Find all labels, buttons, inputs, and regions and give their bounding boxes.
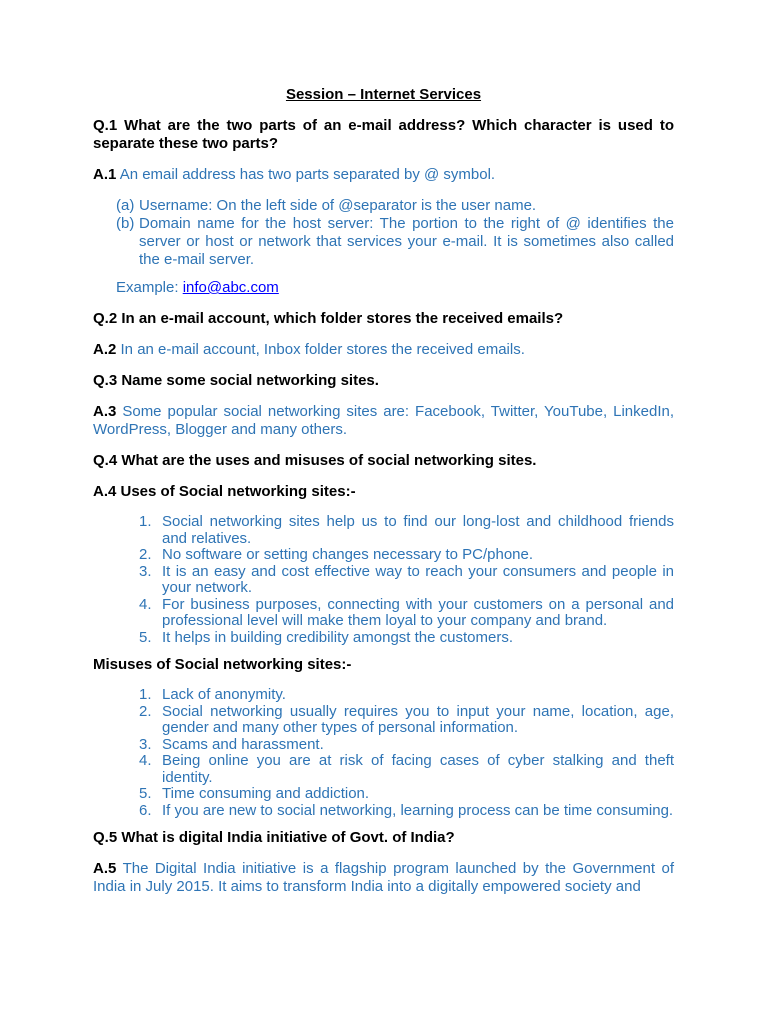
document-page — [93, 86, 674, 909]
document-title: Session – Internet Services — [285, 86, 482, 103]
list-item — [139, 597, 674, 630]
example-label: Example: — [116, 279, 179, 296]
answer-2-text: In an e-mail account, Inbox folder stores the received emails. — [120, 341, 525, 358]
list-text: Domain name for the host server: The portion to the right of @ identifies the server or host or network that services your e-mail. It is sometimes also called the e-mail server. — [139, 215, 674, 268]
list-text: Time consuming and addiction. — [162, 785, 370, 802]
list-text: For business purposes, connecting with your customers on a personal and professional level will make them loyal to your company and brand. — [162, 595, 674, 629]
list-text: No software or setting changes necessary to PC/phone. — [162, 546, 534, 563]
list-item — [116, 197, 674, 215]
list-item — [116, 215, 674, 269]
list-marker: 5. — [139, 628, 152, 646]
uses-heading: A.4 Uses of Social networking sites:- — [93, 483, 356, 500]
list-marker: 4. — [139, 595, 152, 613]
list-item — [139, 803, 674, 820]
answer-1 — [93, 166, 674, 184]
list-marker: 1. — [139, 513, 152, 530]
list-text: Scams and harassment. — [162, 735, 324, 753]
answer-5-text: The Digital India initiative is a flagship program launched by the Government of India in July 2015. It aims to transform India into a digitally empowered society and — [93, 860, 674, 895]
list-marker: (a) — [116, 197, 135, 214]
answer-3 — [93, 403, 674, 439]
example-email-link[interactable]: info@abc.com — [182, 279, 279, 296]
question-5: Q.5 What is digital India initiative of Govt. of India? — [93, 829, 455, 846]
list-text: Social networking sites help us to find our long-lost and childhood friends and relatives. — [162, 513, 674, 547]
question-2: Q.2 In an e-mail account, which folder stores the received emails? — [93, 310, 564, 327]
answer-3-label: A.3 — [93, 403, 117, 420]
list-marker: (b) — [116, 215, 135, 232]
answer-2 — [93, 341, 674, 359]
list-marker: 4. — [139, 752, 152, 769]
answer-1-text: An email address has two parts separated by @ symbol. — [119, 166, 496, 183]
answer-5 — [93, 860, 674, 896]
list-text: It is an easy and cost effective way to reach your consumers and people in your network. — [162, 562, 674, 596]
answer-1-label: A.1 — [93, 166, 117, 183]
list-item — [139, 737, 674, 754]
example-line — [116, 279, 674, 297]
list-marker: 2. — [139, 702, 152, 720]
question-3: Q.3 Name some social networking sites. — [93, 372, 379, 389]
list-item — [139, 786, 674, 803]
list-text: It helps in building credibility amongst the customers. — [162, 628, 514, 646]
question-1: Q.1 What are the two parts of an e-mail address? Which character is used to separate these two parts? — [93, 117, 674, 152]
misuses-heading: Misuses of Social networking sites:- — [93, 656, 352, 673]
list-marker: 3. — [139, 735, 152, 753]
list-text: If you are new to social networking, learning process can be time consuming. — [162, 801, 674, 819]
question-4: Q.4 What are the uses and misuses of social networking sites. — [93, 452, 537, 469]
list-text: Lack of anonymity. — [162, 686, 286, 703]
list-text: Username: On the left side of @separator is the user name. — [139, 197, 537, 214]
answer-3-text: Some popular social networking sites are: Facebook, Twitter, YouTube, LinkedIn, WordPress, Blogger and many others. — [93, 403, 675, 438]
list-marker: 5. — [139, 785, 152, 802]
list-marker: 3. — [139, 562, 152, 580]
list-item — [139, 630, 674, 647]
answer-2-label: A.2 — [93, 341, 117, 358]
email-parts-list — [93, 197, 674, 269]
misuses-list — [93, 687, 674, 819]
list-text: Social networking usually requires you to input your name, location, age, gender and many other types of personal information. — [162, 702, 674, 736]
list-item — [139, 704, 674, 737]
list-item — [139, 564, 674, 597]
uses-list — [93, 514, 674, 646]
list-marker: 1. — [139, 686, 152, 703]
list-marker: 6. — [139, 801, 152, 819]
list-item — [139, 514, 674, 547]
list-item — [139, 687, 674, 704]
list-marker: 2. — [139, 546, 152, 563]
list-item — [139, 753, 674, 786]
list-item — [139, 547, 674, 564]
list-text: Being online you are at risk of facing cases of cyber stalking and theft identity. — [162, 752, 674, 786]
answer-5-label: A.5 — [93, 860, 117, 877]
